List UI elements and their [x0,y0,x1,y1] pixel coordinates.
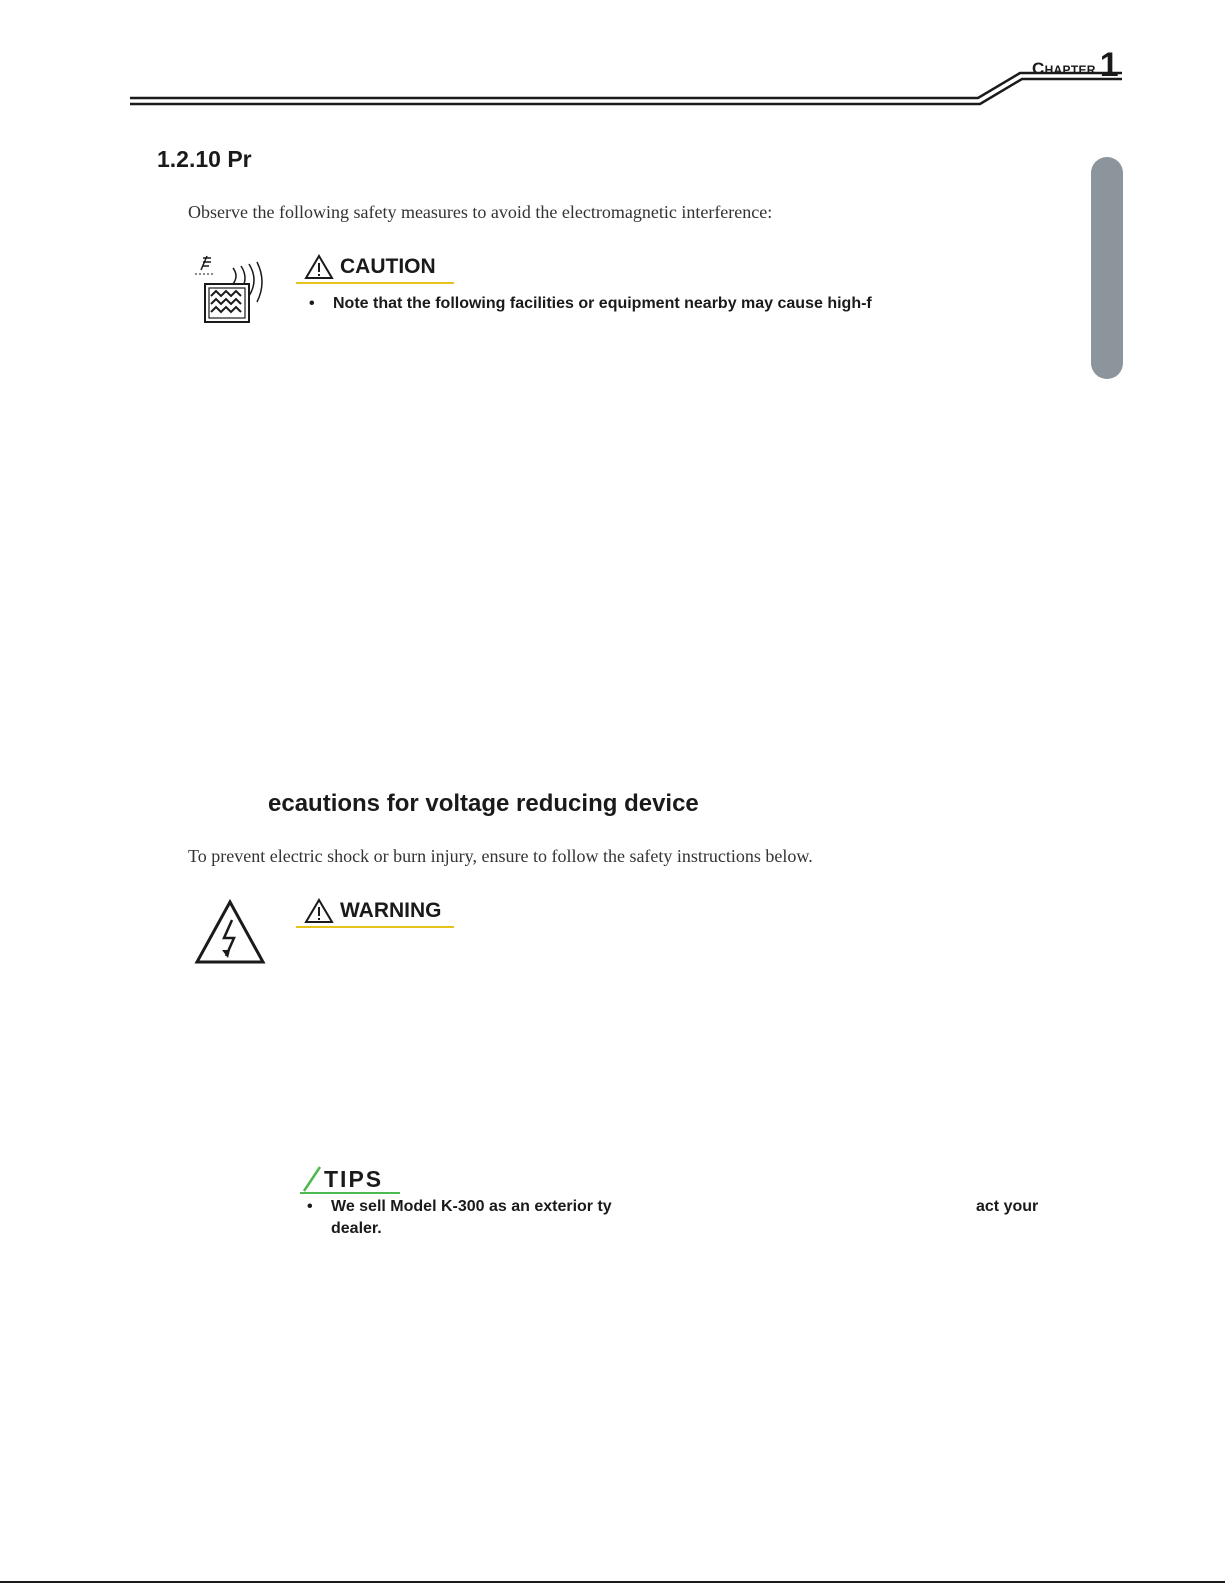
tips-bullet-text-3: dealer. [331,1220,382,1237]
chapter-word: Chapter [1032,59,1096,78]
tips-underline [300,1192,400,1194]
warning-label [304,898,442,924]
section-heading-1: 1.2.10 Pr [157,146,252,172]
tips-label-text: TIPS [324,1165,384,1192]
chapter-number: 1 [1099,46,1119,84]
chapter-label [1032,46,1119,85]
caution-label [304,254,436,280]
section-1-intro: Observe the following safety measures to avoid the electromagnetic interference: [188,202,773,222]
caution-triangle-icon [304,254,334,280]
tips-bullet-text-2: act your [976,1198,1039,1215]
section-heading-2: ecautions for voltage reducing device [268,790,699,817]
caution-bullet [309,295,872,313]
bullet-dot: • [307,1198,313,1215]
tips-bullet [307,1198,612,1216]
electric-shock-icon [194,898,266,966]
warning-label-text: WARNING [340,899,442,922]
bullet-dot: • [309,295,315,312]
tips-bullet-text-1: We sell Model K-300 as an exterior ty [331,1198,612,1215]
chapter-side-tab [1091,157,1123,379]
caution-triangle-icon [304,898,334,924]
page-bottom-border [0,1581,1225,1583]
tips-slash-icon [300,1165,322,1193]
tips-label [300,1165,383,1193]
caution-underline [296,282,454,284]
caution-bullet-text: Note that the following facilities or equipment nearby may cause high-f [333,295,872,312]
warning-underline [296,926,454,928]
caution-label-text: CAUTION [340,255,436,278]
section-2-intro: To prevent electric shock or burn injury, ensure to follow the safety instructions below. [188,846,813,866]
electromagnetic-interference-icon [193,250,269,328]
